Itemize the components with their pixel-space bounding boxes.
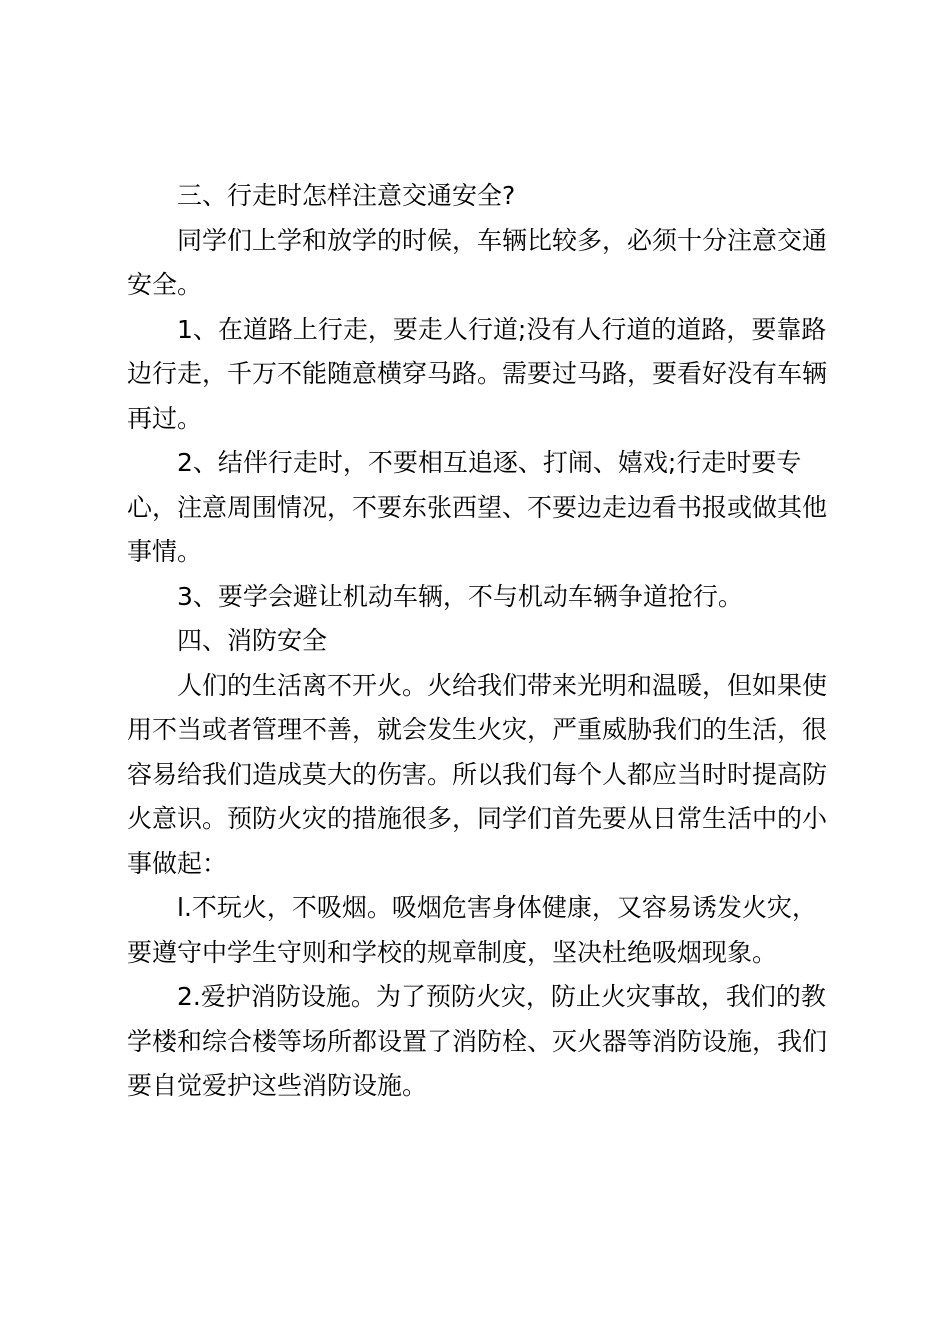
paragraph-traffic-rule-3: 3、要学会避让机动车辆，不与机动车辆争道抢行。	[177, 581, 743, 611]
document-body	[127, 174, 837, 1109]
paragraph-fire-intro: 人们的生活离不开火。火给我们带来光明和温暖，但如果使用不当或者管理不善，就会发生火灾，严重威胁我们的生活，很容易给我们造成莫大的伤害。所以我们每个人都应当时时提高防火意识。预防火灾的措施很多，同学们首先要从日常生活中的小事做起：	[127, 670, 828, 878]
paragraph-traffic-rule-1: 1、在道路上行走，要走人行道;没有人行道的道路，要靠路边行走，千万不能随意横穿马路。需要过马路，要看好没有车辆再过。	[127, 314, 828, 433]
paragraph-fire-rule-1: l.不玩火，不吸烟。吸烟危害身体健康，又容易诱发火灾，要遵守中学生守则和学校的规章制度，坚决杜绝吸烟现象。	[127, 893, 817, 967]
paragraph-fire-rule-2: 2.爱护消防设施。为了预防火灾，防止火灾事故，我们的教学楼和综合楼等场所都设置了消防栓、灭火器等消防设施，我们要自觉爱护这些消防设施。	[127, 982, 828, 1100]
paragraph-traffic-rule-2: 2、结伴行走时，不要相互追逐、打闹、嬉戏;行走时要专心，注意周围情况，不要东张西望、不要边走边看书报或做其他事情。	[127, 448, 828, 566]
section-heading-traffic: 三、行走时怎样注意交通安全?	[177, 181, 516, 210]
paragraph-traffic-intro: 同学们上学和放学的时候，车辆比较多，必须十分注意交通安全。	[127, 225, 828, 299]
section-heading-fire: 四、消防安全	[177, 626, 328, 655]
